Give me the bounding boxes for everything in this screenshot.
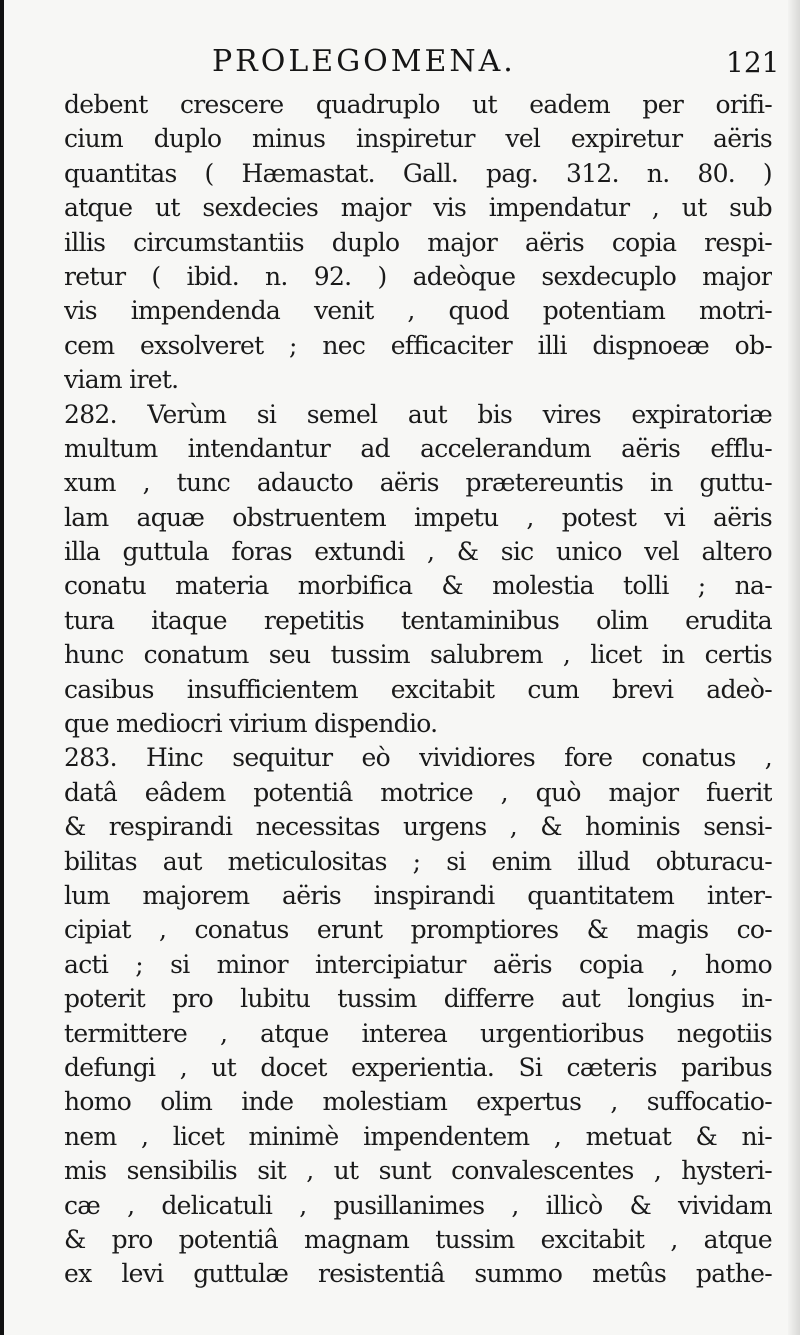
text-line: lam aquæ obstruentem impetu , potest vi aëris xyxy=(64,502,772,532)
text-line: bilitas aut meticulositas ; si enim illud obturacu- xyxy=(64,846,772,876)
text-line: acti ; si minor intercipiatur aëris copia , homo xyxy=(64,949,772,979)
text-line: cæ , delicatuli , pusillanimes , illicò & vividam xyxy=(64,1190,772,1220)
text-line: lum majorem aëris inspirandi quantitatem inter- xyxy=(64,880,772,910)
text-line: viam iret. xyxy=(64,365,179,395)
text-line: illa guttula foras extundi , & sic unico vel altero xyxy=(64,537,772,567)
text-line: cem exsolveret ; nec efficaciter illi dispnoeæ ob- xyxy=(64,330,772,360)
text-line: xum , tunc adaucto aëris prætereuntis in guttu- xyxy=(64,468,772,498)
text-line: datâ eâdem potentiâ motrice , quò major fuerit xyxy=(64,777,772,807)
scan-edge-shadow xyxy=(788,0,800,1335)
text-line: poterit pro lubitu tussim differre aut longius in- xyxy=(64,984,772,1014)
text-line: 283. Hinc sequitur eò vividiores fore conatus , xyxy=(64,743,772,773)
running-title: PROLEGOMENA. xyxy=(212,44,516,79)
text-line: homo olim inde molestiam expertus , suffocatio- xyxy=(64,1087,772,1117)
text-line: 282. Verùm si semel aut bis vires expiratoriæ xyxy=(64,399,772,429)
page-number: 121 xyxy=(726,46,780,79)
text-line: & respirandi necessitas urgens , & hominis sensi- xyxy=(64,812,772,842)
running-head xyxy=(4,44,800,88)
text-line: tura itaque repetitis tentaminibus olim erudita xyxy=(64,605,772,635)
text-line: conatu materia morbifica & molestia tolli ; na- xyxy=(64,571,772,601)
body-text xyxy=(64,88,772,1292)
text-line: vis impendenda venit , quod potentiam motri- xyxy=(64,296,772,326)
text-line: mis sensibilis sit , ut sunt convalescentes , hysteri- xyxy=(64,1156,772,1186)
text-line: atque ut sexdecies major vis impendatur , ut sub xyxy=(64,193,772,223)
text-line: casibus insufficientem excitabit cum brevi adeò- xyxy=(64,674,772,704)
text-line: illis circumstantiis duplo major aëris copia respi- xyxy=(64,227,772,257)
text-line: nem , licet minimè impendentem , metuat & ni- xyxy=(64,1121,772,1151)
text-line: que mediocri virium dispendio. xyxy=(64,709,438,739)
text-line: quantitas ( Hæmastat. Gall. pag. 312. n. 80. ) xyxy=(64,158,772,188)
text-line: ex levi guttulæ resistentiâ summo metûs pathe- xyxy=(64,1259,772,1289)
text-line: retur ( ibid. n. 92. ) adeòque sexdecuplo major xyxy=(64,261,772,291)
text-line: & pro potentiâ magnam tussim excitabit , atque xyxy=(64,1224,772,1254)
text-line: defungi , ut docet experientia. Si cæteris paribus xyxy=(64,1052,772,1082)
text-line: multum intendantur ad accelerandum aëris efflu- xyxy=(64,433,772,463)
text-line: termittere , atque interea urgentioribus negotiis xyxy=(64,1018,772,1048)
text-line: debent crescere quadruplo ut eadem per orifi- xyxy=(64,90,772,119)
text-line: hunc conatum seu tussim salubrem , licet in certis xyxy=(64,640,772,670)
text-line: cium duplo minus inspiretur vel expiretur aëris xyxy=(64,124,772,154)
text-line: cipiat , conatus erunt promptiores & magis co- xyxy=(64,915,772,945)
